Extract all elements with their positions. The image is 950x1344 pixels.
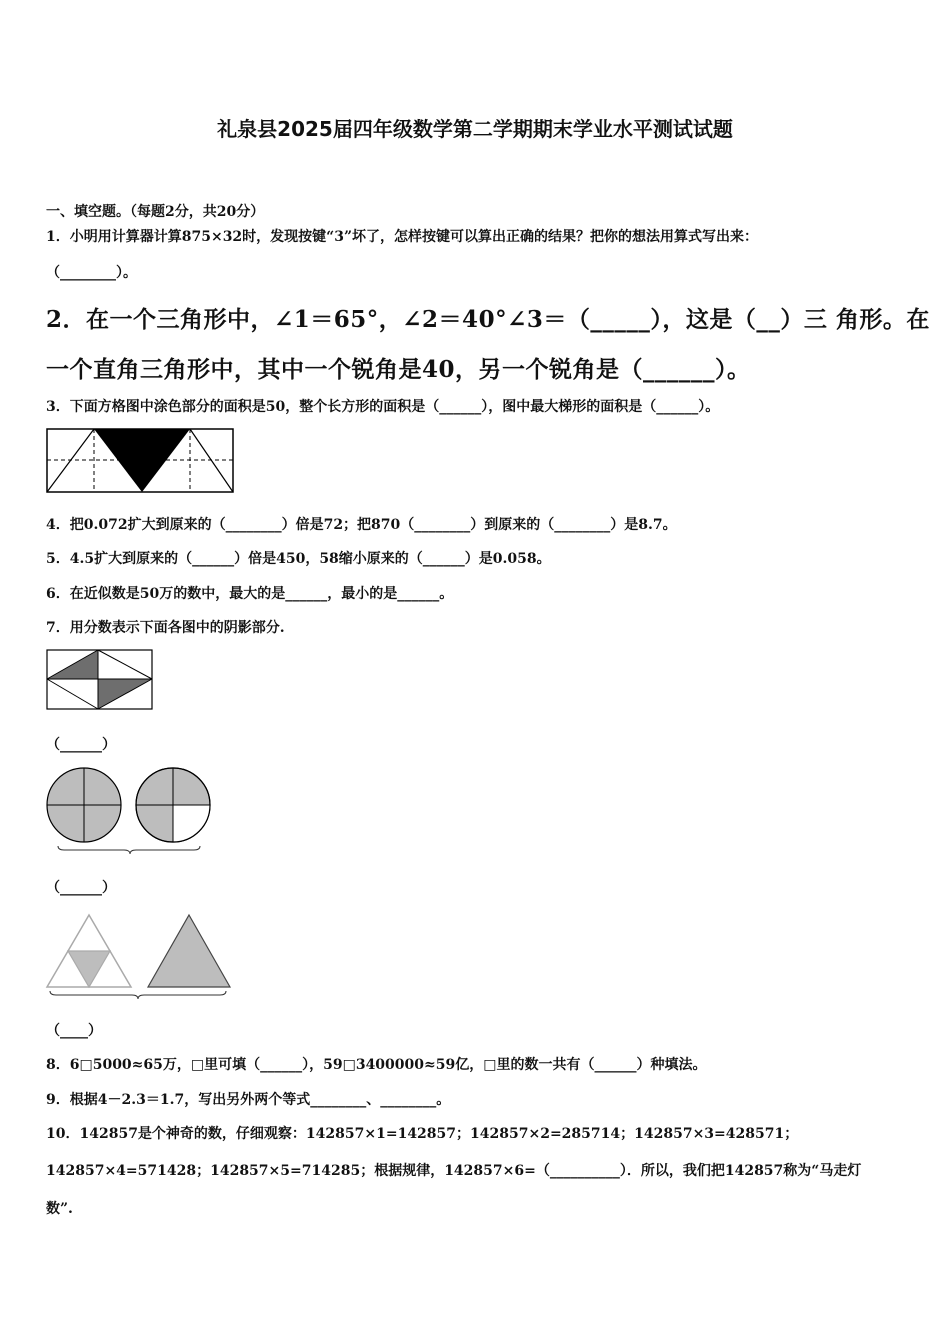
- question-1-answer: （________）。: [46, 265, 137, 281]
- question-3-text: 3．下面方格图中涂色部分的面积是50，整个长方形的面积是（______），图中最大梯形的面积是（______）。: [46, 399, 720, 415]
- question-1-text: 1．小明用计算器计算875×32时，发现按键“3”坏了，怎样按键可以算出正确的结果？把你的想法用算式写出来：: [46, 229, 759, 245]
- question-4-text: 4．把0.072扩大到原来的（________）倍是72；把870（________）到原来的（________）是8.7。: [46, 517, 677, 533]
- section-heading: 一、填空题。（每题2分，共20分）: [46, 204, 265, 220]
- question-10-line2: 142857×4=571428；142857×5=714285；根据规律，142857×6=（__________）．所以，我们把142857称为“马走灯: [46, 1163, 862, 1179]
- question-7-answer-2: （______）: [46, 880, 116, 896]
- question-6-text: 6．在近似数是50万的数中，最大的是______，最小的是______。: [46, 586, 454, 602]
- question-8-text: 8．6□5000≈65万，□里可填（______），59□3400000≈59亿，□里的数一共有（______）种填法。: [46, 1057, 707, 1073]
- question-7-text: 7．用分数表示下面各图中的阴影部分.: [46, 620, 285, 636]
- grid-figure: [46, 428, 234, 494]
- question-7-answer-1: （______）: [46, 737, 116, 753]
- question-5-text: 5．4.5扩大到原来的（______）倍是450，58缩小原来的（______）是0.058。: [46, 551, 551, 567]
- question-2-line2: 一个直角三角形中，其中一个锐角是40，另一个锐角是（______）。: [46, 356, 751, 383]
- question-10-line3: 数”.: [46, 1201, 73, 1217]
- question-9-text: 9．根据4－2.3＝1.7，写出另外两个等式________、________。: [46, 1092, 451, 1108]
- circles-figure: [44, 766, 216, 858]
- question-2-line1: 2．在一个三角形中，∠1＝65°，∠2＝40°∠3＝（_____），这是（__）三 角形。在: [46, 306, 930, 333]
- rectangle-triangles-figure: [46, 649, 154, 711]
- page-title: 礼泉县2025届四年级数学第二学期期末学业水平测试试题: [217, 117, 733, 141]
- question-7-answer-3: （____）: [46, 1023, 102, 1039]
- triangles-figure: [44, 912, 234, 1002]
- question-10-line1: 10．142857是个神奇的数，仔细观察：142857×1=142857；142857×2=285714；142857×3=428571；: [46, 1126, 799, 1142]
